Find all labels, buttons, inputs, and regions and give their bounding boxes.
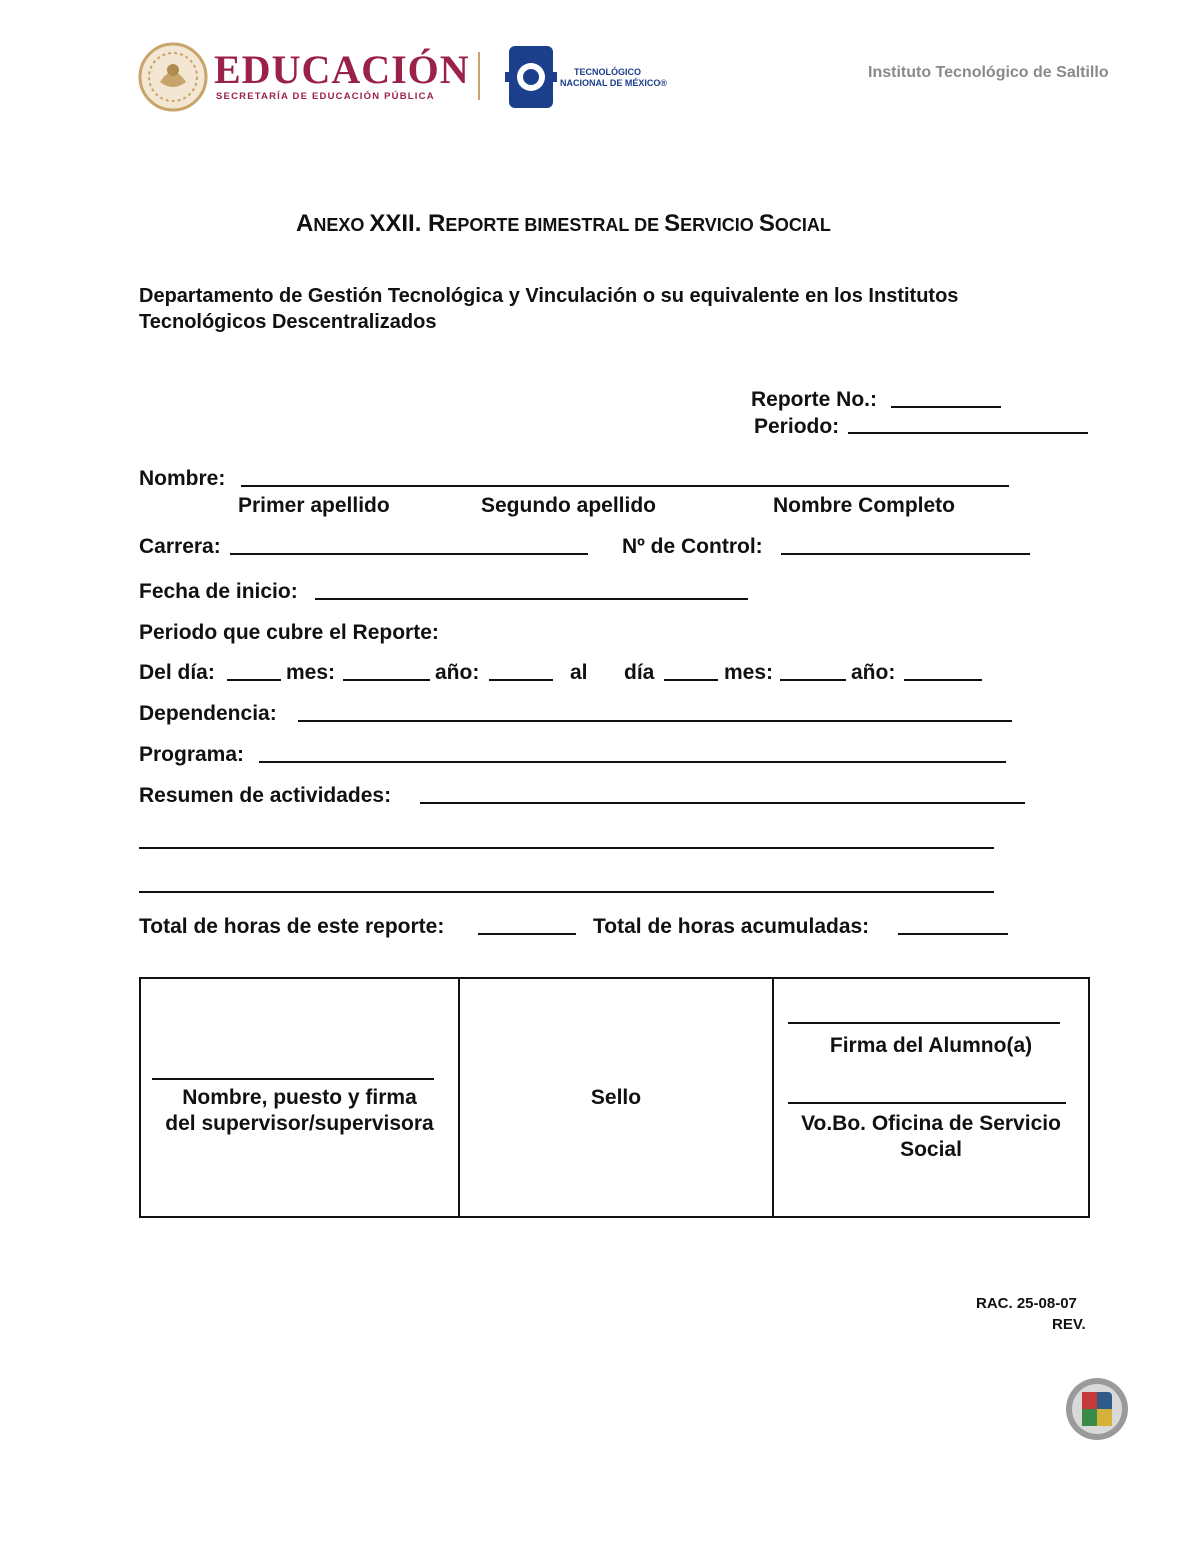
- tecnm-line1: TECNOLÓGICO: [574, 67, 641, 77]
- resumen-field[interactable]: [420, 802, 1025, 804]
- footer-code: RAC. 25-08-07: [976, 1295, 1077, 1312]
- report-no-label: Reporte No.:: [751, 388, 877, 411]
- footer-rev: REV.: [1052, 1316, 1086, 1333]
- firma-alumno-label: Firma del Alumno(a): [829, 1034, 1033, 1057]
- dependencia-label: Dependencia:: [139, 702, 277, 725]
- anio2-field[interactable]: [904, 679, 982, 681]
- its-shield-logo: [1064, 1376, 1130, 1442]
- alumno-cell: [772, 977, 1090, 1218]
- nombre-label: Nombre:: [139, 467, 226, 490]
- resumen-extra-line-1[interactable]: [139, 847, 994, 849]
- total-reporte-field[interactable]: [478, 933, 576, 935]
- supervisor-label-1: Nombre, puesto y firma: [182, 1086, 417, 1109]
- al-label: al: [570, 661, 588, 684]
- institute-name: Instituto Tecnológico de Saltillo: [868, 64, 1109, 81]
- fecha-inicio-label: Fecha de inicio:: [139, 580, 298, 603]
- department-line1: Departamento de Gestión Tecnológica y Vinculación o su equivalente en los Institutos: [139, 285, 959, 307]
- programa-field[interactable]: [259, 761, 1006, 763]
- periodo-label: Periodo:: [754, 415, 840, 438]
- segundo-apellido-label: Segundo apellido: [481, 494, 657, 517]
- carrera-label: Carrera:: [139, 535, 221, 558]
- del-dia-label: Del día:: [139, 661, 215, 684]
- resumen-label: Resumen de actividades:: [139, 784, 392, 807]
- mes1-label: mes:: [286, 661, 336, 684]
- sep-seal-logo: [138, 42, 208, 112]
- carrera-field[interactable]: [230, 553, 588, 555]
- fecha-inicio-field[interactable]: [315, 598, 748, 600]
- report-no-field[interactable]: [891, 406, 1001, 408]
- vobo-label-1: Vo.Bo. Oficina de Servicio: [801, 1112, 1061, 1135]
- nombre-completo-label: Nombre Completo: [773, 494, 956, 517]
- alumno-signature-line[interactable]: [788, 1022, 1060, 1024]
- programa-label: Programa:: [139, 743, 245, 766]
- total-reporte-label: Total de horas de este reporte:: [139, 915, 445, 938]
- no-control-field[interactable]: [781, 553, 1030, 555]
- department-line2: Tecnológicos Descentralizados: [139, 311, 437, 333]
- vobo-signature-line[interactable]: [788, 1102, 1066, 1104]
- edu-subtitle: SECRETARÍA DE EDUCACIÓN PÚBLICA: [216, 91, 435, 102]
- anio1-label: año:: [435, 661, 480, 684]
- primer-apellido-label: Primer apellido: [238, 494, 390, 517]
- logo-divider: [478, 52, 480, 100]
- total-acumuladas-label: Total de horas acumuladas:: [593, 915, 870, 938]
- dia2-label: día: [624, 661, 655, 684]
- resumen-extra-line-2[interactable]: [139, 891, 994, 893]
- page-title: ANEXO XXII. REPORTE BIMESTRAL DE SERVICIO SOCIAL: [296, 210, 831, 237]
- del-dia-field[interactable]: [227, 679, 281, 681]
- mes1-field[interactable]: [343, 679, 430, 681]
- sello-label: Sello: [590, 1086, 642, 1109]
- supervisor-signature-line[interactable]: [152, 1078, 434, 1080]
- periodo-field[interactable]: [848, 432, 1088, 434]
- edu-title: EDUCACIÓN: [214, 47, 470, 92]
- tecnm-line2: NACIONAL DE MÉXICO®: [560, 78, 667, 88]
- periodo-reporte-label: Periodo que cubre el Reporte:: [139, 621, 439, 644]
- tecnm-logo: [505, 42, 557, 112]
- total-acumuladas-field[interactable]: [898, 933, 1008, 935]
- dia2-field[interactable]: [664, 679, 718, 681]
- vobo-label-2: Social: [900, 1138, 962, 1161]
- nombre-field[interactable]: [241, 485, 1009, 487]
- no-control-label: Nº de Control:: [622, 535, 763, 558]
- anio1-field[interactable]: [489, 679, 553, 681]
- mes2-label: mes:: [724, 661, 774, 684]
- anio2-label: año:: [851, 661, 896, 684]
- supervisor-label-2: del supervisor/supervisora: [165, 1112, 434, 1135]
- dependencia-field[interactable]: [298, 720, 1012, 722]
- mes2-field[interactable]: [780, 679, 846, 681]
